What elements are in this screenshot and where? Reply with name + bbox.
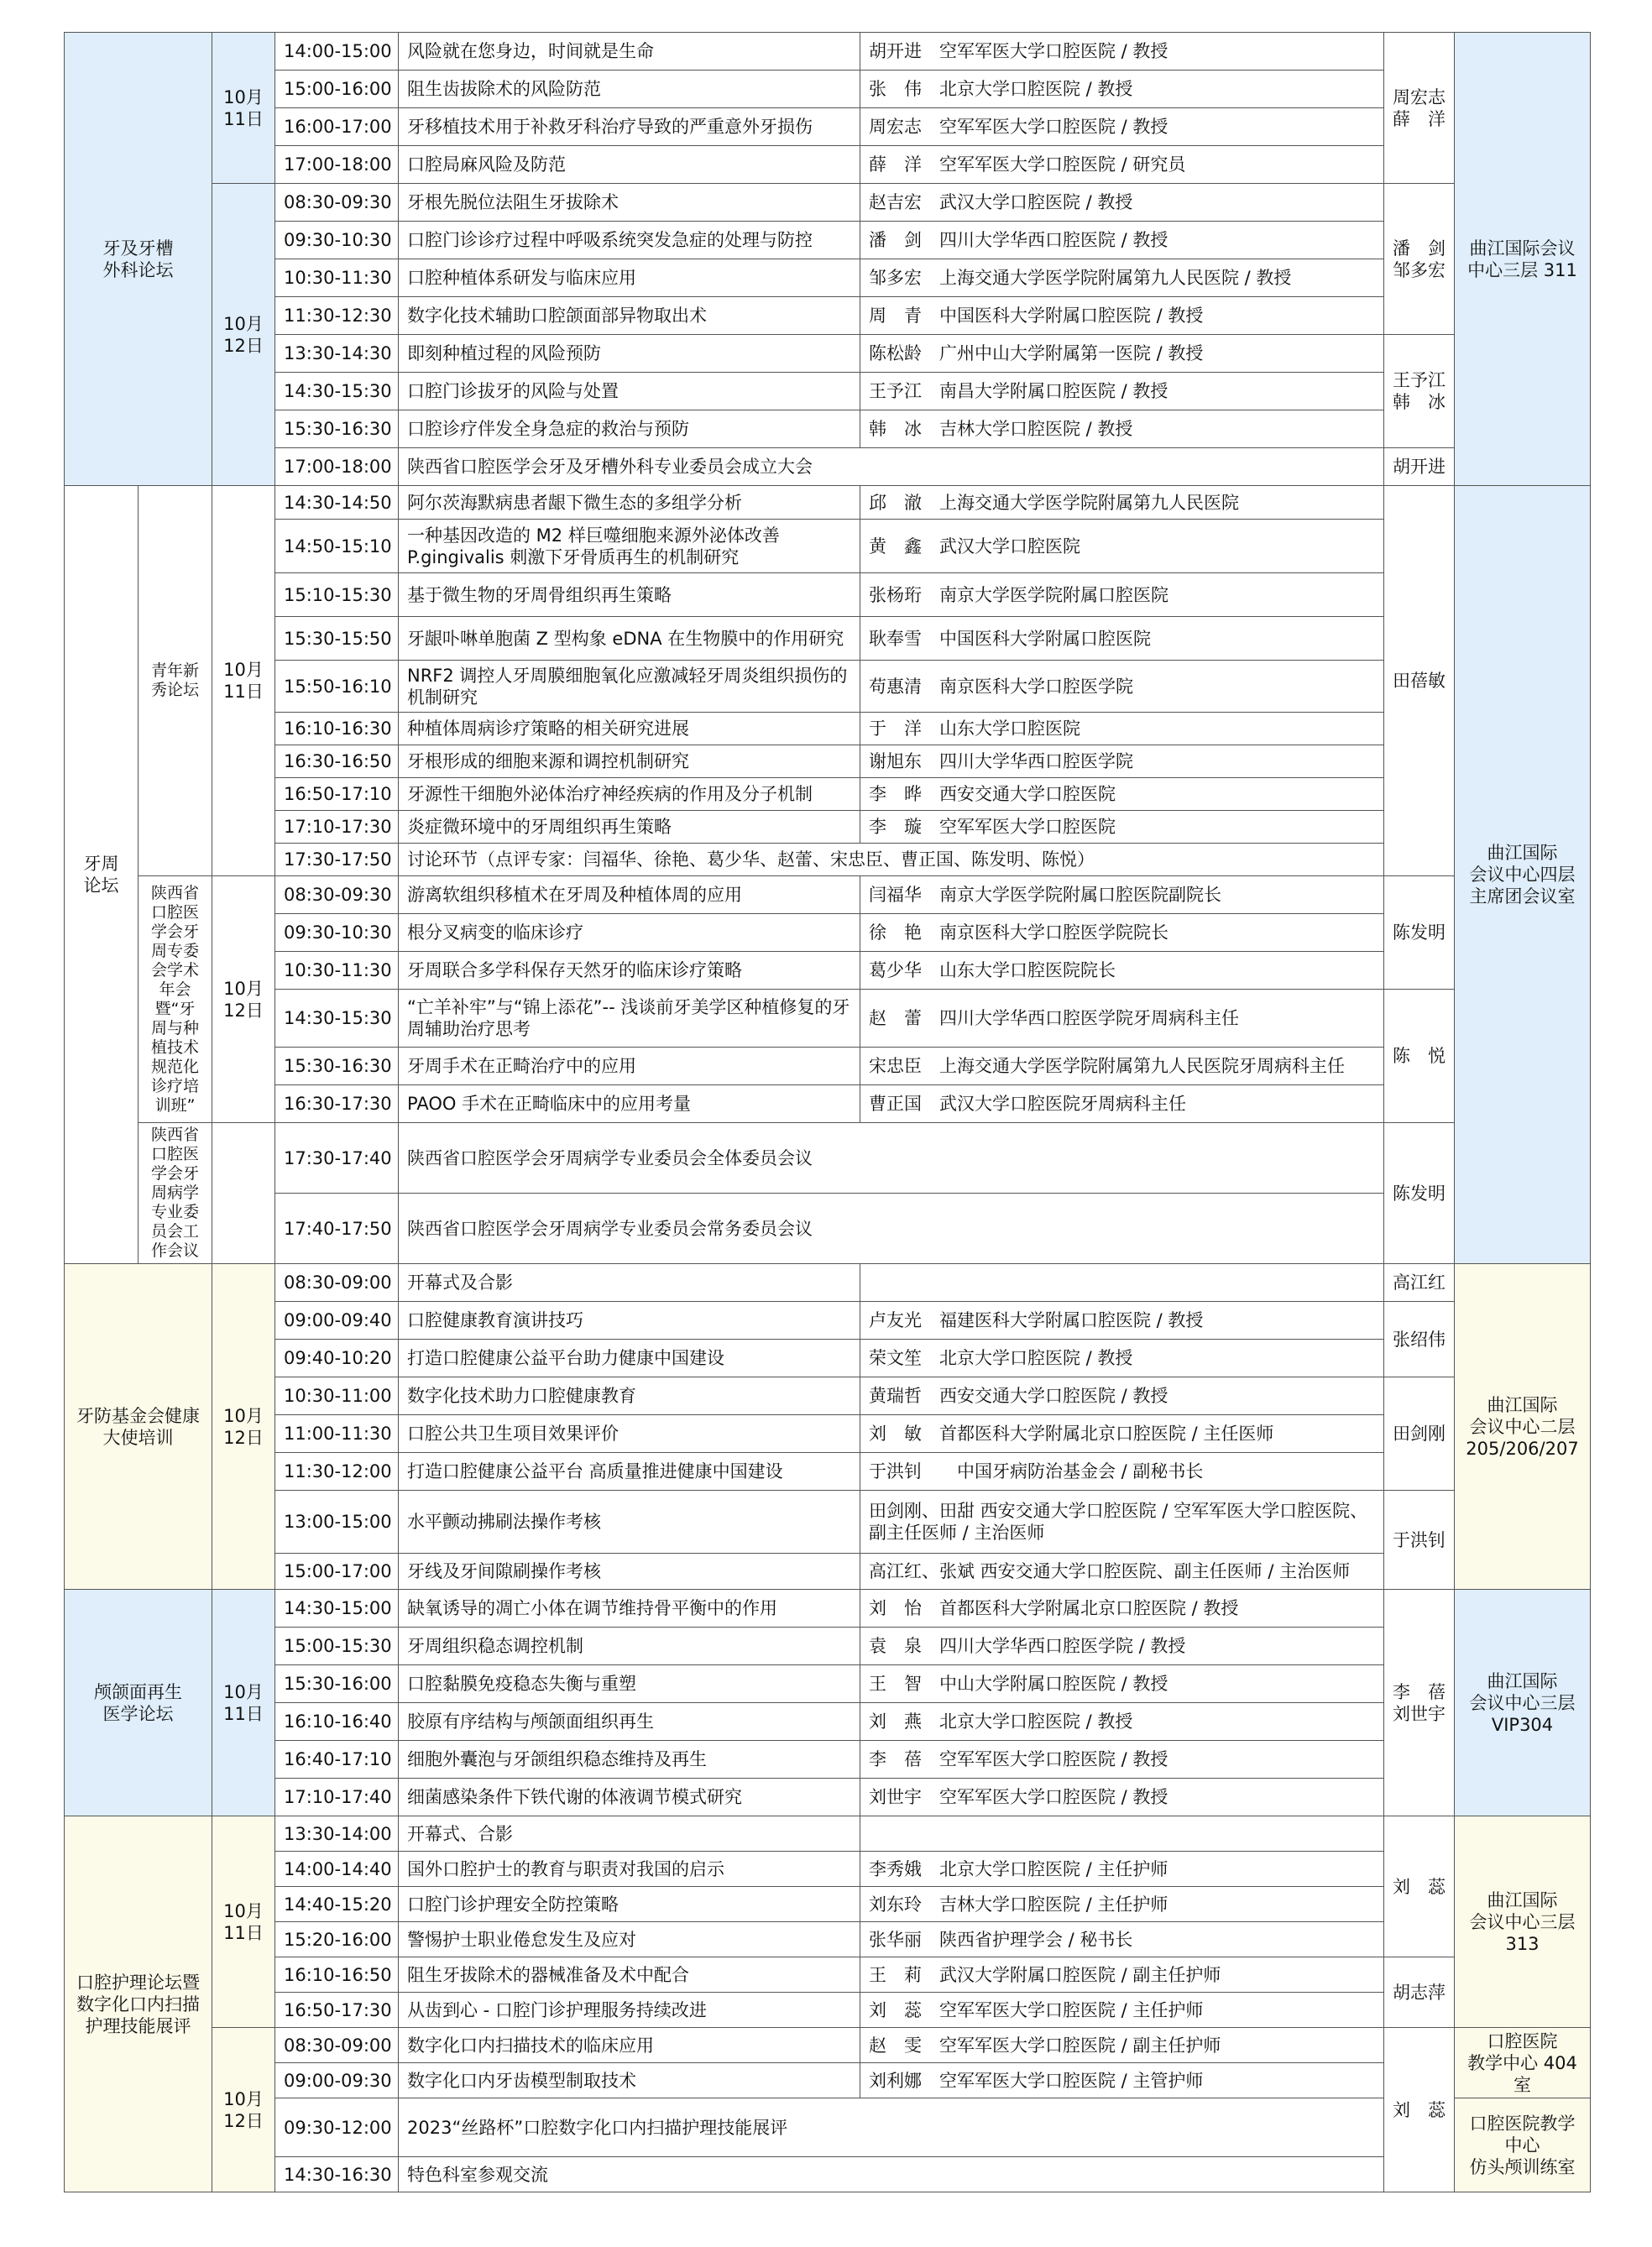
forum-name: 牙防基金会健康 大使培训 xyxy=(65,1264,212,1590)
time-slot: 08:30-09:30 xyxy=(275,876,399,914)
speaker xyxy=(860,1264,1384,1302)
topic: 口腔黏膜免疫稳态失衡与重塑 xyxy=(399,1665,860,1703)
time-slot: 16:10-16:40 xyxy=(275,1703,399,1741)
time-slot: 15:30-16:00 xyxy=(275,1665,399,1703)
topic: 牙周联合多学科保存天然牙的临床诊疗策略 xyxy=(399,952,860,990)
topic: 开幕式及合影 xyxy=(399,1264,860,1302)
time-slot: 14:40-15:20 xyxy=(275,1887,399,1922)
time-slot: 15:30-16:30 xyxy=(275,1048,399,1085)
speaker: 赵 蕾 四川大学华西口腔医学院牙周病科主任 xyxy=(860,990,1384,1048)
moderator: 田剑刚 xyxy=(1384,1377,1455,1491)
time-slot: 15:10-15:30 xyxy=(275,573,399,617)
time-slot: 16:10-16:30 xyxy=(275,713,399,745)
topic: 口腔健康教育演讲技巧 xyxy=(399,1302,860,1340)
speaker: 高江红、张斌 西安交通大学口腔医院、副主任医师 / 主治医师 xyxy=(860,1554,1384,1590)
time-slot: 09:30-10:30 xyxy=(275,914,399,952)
speaker: 苟惠清 南京医科大学口腔医学院 xyxy=(860,661,1384,713)
session-date: 10月 11日 xyxy=(212,33,275,184)
speaker: 谢旭东 四川大学华西口腔医学院 xyxy=(860,745,1384,778)
time-slot: 15:00-16:00 xyxy=(275,71,399,108)
speaker: 刘 蕊 空军军医大学口腔医院 / 主任护师 xyxy=(860,1993,1384,2028)
topic: 数字化技术辅助口腔颌面部异物取出术 xyxy=(399,297,860,335)
moderator: 周宏志 薛 洋 xyxy=(1384,33,1455,184)
topic: 风险就在您身边，时间就是生命 xyxy=(399,33,860,71)
time-slot: 16:10-16:50 xyxy=(275,1957,399,1993)
session-date: 10月 11日 xyxy=(212,1816,275,2028)
topic: 根分叉病变的临床诊疗 xyxy=(399,914,860,952)
speaker: 王 智 中山大学附属口腔医院 / 教授 xyxy=(860,1665,1384,1703)
speaker: 于 洋 山东大学口腔医院 xyxy=(860,713,1384,745)
speaker: 黄瑞哲 西安交通大学口腔医院 / 教授 xyxy=(860,1377,1384,1415)
speaker: 韩 冰 吉林大学口腔医院 / 教授 xyxy=(860,410,1384,448)
speaker: 周 青 中国医科大学附属口腔医院 / 教授 xyxy=(860,297,1384,335)
topic: 阿尔茨海默病患者龈下微生态的多组学分析 xyxy=(399,486,860,520)
topic: 特色科室参观交流 xyxy=(399,2157,1384,2192)
time-slot: 16:00-17:00 xyxy=(275,108,399,146)
moderator: 田蓓敏 xyxy=(1384,486,1455,876)
topic: 游离软组织移植术在牙周及种植体周的应用 xyxy=(399,876,860,914)
topic: 打造口腔健康公益平台 高质量推进健康中国建设 xyxy=(399,1453,860,1491)
venue: 曲江国际 会议中心三层 313 xyxy=(1455,1816,1591,2028)
speaker: 荣文笙 北京大学口腔医院 / 教授 xyxy=(860,1340,1384,1377)
session-date: 10月 12日 xyxy=(212,2028,275,2192)
speaker: 刘 敏 首都医科大学附属北京口腔医院 / 主任医师 xyxy=(860,1415,1384,1453)
speaker: 张 伟 北京大学口腔医院 / 教授 xyxy=(860,71,1384,108)
speaker: 黄 鑫 武汉大学口腔医院 xyxy=(860,520,1384,573)
venue: 口腔医院 教学中心 404 室 xyxy=(1455,2028,1591,2098)
time-slot: 10:30-11:00 xyxy=(275,1377,399,1415)
time-slot: 16:40-17:10 xyxy=(275,1741,399,1779)
speaker: 邹多宏 上海交通大学医学院附属第九人民医院 / 教授 xyxy=(860,259,1384,297)
topic: 口腔诊疗伴发全身急症的救治与预防 xyxy=(399,410,860,448)
topic: NRF2 调控人牙周膜细胞氧化应激减轻牙周炎组织损伤的机制研究 xyxy=(399,661,860,713)
topic: 陕西省口腔医学会牙及牙槽外科专业委员会成立大会 xyxy=(399,448,1384,486)
speaker: 卢友光 福建医科大学附属口腔医院 / 教授 xyxy=(860,1302,1384,1340)
topic: 口腔门诊诊疗过程中呼吸系统突发急症的处理与防控 xyxy=(399,222,860,259)
session-date xyxy=(212,1123,275,1264)
session-date: 10月 12日 xyxy=(212,876,275,1123)
speaker: 赵 雯 空军军医大学口腔医院 / 副主任护师 xyxy=(860,2028,1384,2063)
moderator: 陈发明 xyxy=(1384,1123,1455,1264)
speaker: 刘 燕 北京大学口腔医院 / 教授 xyxy=(860,1703,1384,1741)
speaker: 于洪钊 中国牙病防治基金会 / 副秘书长 xyxy=(860,1453,1384,1491)
speaker: 邱 澈 上海交通大学医学院附属第九人民医院 xyxy=(860,486,1384,520)
topic: 炎症微环境中的牙周组织再生策略 xyxy=(399,811,860,844)
time-slot: 14:30-16:30 xyxy=(275,2157,399,2192)
topic: 牙周组织稳态调控机制 xyxy=(399,1628,860,1665)
time-slot: 16:30-16:50 xyxy=(275,745,399,778)
topic: 陕西省口腔医学会牙周病学专业委员会常务委员会议 xyxy=(399,1194,1384,1264)
time-slot: 17:10-17:30 xyxy=(275,811,399,844)
forum-name: 牙周 论坛 xyxy=(65,486,139,1264)
topic: “亡羊补牢”与“锦上添花”-- 浅谈前牙美学区种植修复的牙周辅助治疗思考 xyxy=(399,990,860,1048)
time-slot: 15:30-16:30 xyxy=(275,410,399,448)
speaker: 刘 怡 首都医科大学附属北京口腔医院 / 教授 xyxy=(860,1590,1384,1628)
time-slot: 17:00-18:00 xyxy=(275,146,399,184)
sub-forum-name: 青年新 秀论坛 xyxy=(139,486,212,876)
moderator: 高江红 xyxy=(1384,1264,1455,1302)
moderator: 王予江 韩 冰 xyxy=(1384,335,1455,448)
time-slot: 15:20-16:00 xyxy=(275,1922,399,1957)
venue: 曲江国际 会议中心三层 VIP304 xyxy=(1455,1590,1591,1816)
topic: 基于微生物的牙周骨组织再生策略 xyxy=(399,573,860,617)
time-slot: 17:30-17:40 xyxy=(275,1123,399,1194)
time-slot: 11:30-12:30 xyxy=(275,297,399,335)
session-date: 10月 11日 xyxy=(212,486,275,876)
time-slot: 14:30-15:30 xyxy=(275,373,399,410)
topic: PAOO 手术在正畸临床中的应用考量 xyxy=(399,1085,860,1123)
time-slot: 17:00-18:00 xyxy=(275,448,399,486)
speaker: 王予江 南昌大学附属口腔医院 / 教授 xyxy=(860,373,1384,410)
time-slot: 10:30-11:30 xyxy=(275,259,399,297)
topic: 口腔门诊护理安全防控策略 xyxy=(399,1887,860,1922)
moderator: 张绍伟 xyxy=(1384,1302,1455,1377)
time-slot: 16:30-17:30 xyxy=(275,1085,399,1123)
topic: 牙根先脱位法阻生牙拔除术 xyxy=(399,184,860,222)
time-slot: 14:50-15:10 xyxy=(275,520,399,573)
topic: 牙线及牙间隙刷操作考核 xyxy=(399,1554,860,1590)
topic: 一种基因改造的 M2 样巨噬细胞来源外泌体改善 P.gingivalis 刺激下牙骨质再生的机制研究 xyxy=(399,520,860,573)
time-slot: 15:50-16:10 xyxy=(275,661,399,713)
topic: 数字化口内牙齿模型制取技术 xyxy=(399,2063,860,2098)
topic: 阻生齿拔除术的风险防范 xyxy=(399,71,860,108)
speaker: 刘利娜 空军军医大学口腔医院 / 主管护师 xyxy=(860,2063,1384,2098)
moderator: 李 蓓 刘世宇 xyxy=(1384,1590,1455,1816)
topic: 阻生牙拔除术的器械准备及术中配合 xyxy=(399,1957,860,1993)
forum-name: 口腔护理论坛暨 数字化口内扫描 护理技能展评 xyxy=(65,1816,212,2192)
topic: 讨论环节（点评专家：闫福华、徐艳、葛少华、赵蕾、宋忠臣、曹正国、陈发明、陈悦） xyxy=(399,844,1384,876)
speaker: 刘世宇 空军军医大学口腔医院 / 教授 xyxy=(860,1779,1384,1816)
time-slot: 13:30-14:30 xyxy=(275,335,399,373)
sub-forum-name: 陕西省 口腔医 学会牙 周专委 会学术 年会 暨“牙 周与种 植技术 规范化 诊疗培 训班” xyxy=(139,876,212,1123)
topic: 口腔种植体系研发与临床应用 xyxy=(399,259,860,297)
time-slot: 14:00-14:40 xyxy=(275,1852,399,1887)
topic: 水平颤动拂刷法操作考核 xyxy=(399,1491,860,1554)
speaker: 陈松龄 广州中山大学附属第一医院 / 教授 xyxy=(860,335,1384,373)
topic: 警惕护士职业倦怠发生及应对 xyxy=(399,1922,860,1957)
schedule-table xyxy=(64,32,1591,2192)
moderator: 陈发明 xyxy=(1384,876,1455,990)
speaker xyxy=(860,1816,1384,1852)
time-slot: 13:30-14:00 xyxy=(275,1816,399,1852)
speaker: 李 晔 西安交通大学口腔医院 xyxy=(860,778,1384,811)
moderator: 胡志萍 xyxy=(1384,1957,1455,2028)
speaker: 曹正国 武汉大学口腔医院牙周病科主任 xyxy=(860,1085,1384,1123)
forum-name: 颅颌面再生 医学论坛 xyxy=(65,1590,212,1816)
moderator: 胡开进 xyxy=(1384,448,1455,486)
speaker: 李 蓓 空军军医大学口腔医院 / 教授 xyxy=(860,1741,1384,1779)
session-date: 10月 12日 xyxy=(212,1264,275,1590)
speaker: 刘东玲 吉林大学口腔医院 / 主任护师 xyxy=(860,1887,1384,1922)
topic: 即刻种植过程的风险预防 xyxy=(399,335,860,373)
time-slot: 09:40-10:20 xyxy=(275,1340,399,1377)
topic: 口腔门诊拔牙的风险与处置 xyxy=(399,373,860,410)
topic: 国外口腔护士的教育与职责对我国的启示 xyxy=(399,1852,860,1887)
sub-forum-name: 陕西省 口腔医 学会牙 周病学 专业委 员会工 作会议 xyxy=(139,1123,212,1264)
topic: 胶原有序结构与颅颌面组织再生 xyxy=(399,1703,860,1741)
topic: 牙根形成的细胞来源和调控机制研究 xyxy=(399,745,860,778)
session-date: 10月 11日 xyxy=(212,1590,275,1816)
time-slot: 16:50-17:10 xyxy=(275,778,399,811)
speaker: 潘 剑 四川大学华西口腔医院 / 教授 xyxy=(860,222,1384,259)
time-slot: 08:30-09:30 xyxy=(275,184,399,222)
topic: 2023“丝路杯”口腔数字化口内扫描护理技能展评 xyxy=(399,2098,1384,2157)
speaker: 赵吉宏 武汉大学口腔医院 / 教授 xyxy=(860,184,1384,222)
moderator: 潘 剑 邹多宏 xyxy=(1384,184,1455,335)
speaker: 葛少华 山东大学口腔医院院长 xyxy=(860,952,1384,990)
time-slot: 14:00-15:00 xyxy=(275,33,399,71)
speaker: 袁 泉 四川大学华西口腔医学院 / 教授 xyxy=(860,1628,1384,1665)
venue: 曲江国际 会议中心二层 205/206/207 xyxy=(1455,1264,1591,1590)
time-slot: 17:10-17:40 xyxy=(275,1779,399,1816)
topic: 口腔局麻风险及防范 xyxy=(399,146,860,184)
speaker: 薛 洋 空军军医大学口腔医院 / 研究员 xyxy=(860,146,1384,184)
time-slot: 08:30-09:00 xyxy=(275,2028,399,2063)
speaker: 李 璇 空军军医大学口腔医院 xyxy=(860,811,1384,844)
topic: 种植体周病诊疗策略的相关研究进展 xyxy=(399,713,860,745)
topic: 牙周手术在正畸治疗中的应用 xyxy=(399,1048,860,1085)
topic: 牙龈卟啉单胞菌 Z 型构象 eDNA 在生物膜中的作用研究 xyxy=(399,617,860,661)
topic: 打造口腔健康公益平台助力健康中国建设 xyxy=(399,1340,860,1377)
topic: 陕西省口腔医学会牙周病学专业委员会全体委员会议 xyxy=(399,1123,1384,1194)
topic: 数字化口内扫描技术的临床应用 xyxy=(399,2028,860,2063)
moderator: 刘 蕊 xyxy=(1384,2028,1455,2192)
speaker: 张杨珩 南京大学医学院附属口腔医院 xyxy=(860,573,1384,617)
speaker: 耿奉雪 中国医科大学附属口腔医院 xyxy=(860,617,1384,661)
time-slot: 15:30-15:50 xyxy=(275,617,399,661)
time-slot: 09:30-10:30 xyxy=(275,222,399,259)
time-slot: 11:00-11:30 xyxy=(275,1415,399,1453)
time-slot: 10:30-11:30 xyxy=(275,952,399,990)
time-slot: 14:30-15:30 xyxy=(275,990,399,1048)
speaker: 徐 艳 南京医科大学口腔医学院院长 xyxy=(860,914,1384,952)
speaker: 李秀娥 北京大学口腔医院 / 主任护师 xyxy=(860,1852,1384,1887)
speaker: 田剑刚、田甜 西安交通大学口腔医院 / 空军军医大学口腔医院、副主任医师 / 主治医师 xyxy=(860,1491,1384,1554)
topic: 从齿到心 - 口腔门诊护理服务持续改进 xyxy=(399,1993,860,2028)
venue: 曲江国际 会议中心四层 主席团会议室 xyxy=(1455,486,1591,1264)
time-slot: 15:00-15:30 xyxy=(275,1628,399,1665)
venue: 曲江国际会议 中心三层 311 xyxy=(1455,33,1591,486)
time-slot: 14:30-14:50 xyxy=(275,486,399,520)
time-slot: 13:00-15:00 xyxy=(275,1491,399,1554)
speaker: 周宏志 空军军医大学口腔医院 / 教授 xyxy=(860,108,1384,146)
time-slot: 09:30-12:00 xyxy=(275,2098,399,2157)
topic: 开幕式、合影 xyxy=(399,1816,860,1852)
moderator: 刘 蕊 xyxy=(1384,1816,1455,1957)
time-slot: 08:30-09:00 xyxy=(275,1264,399,1302)
speaker: 胡开进 空军军医大学口腔医院 / 教授 xyxy=(860,33,1384,71)
topic: 细胞外囊泡与牙颌组织稳态维持及再生 xyxy=(399,1741,860,1779)
speaker: 宋忠臣 上海交通大学医学院附属第九人民医院牙周病科主任 xyxy=(860,1048,1384,1085)
speaker: 张华丽 陕西省护理学会 / 秘书长 xyxy=(860,1922,1384,1957)
speaker: 王 莉 武汉大学附属口腔医院 / 副主任护师 xyxy=(860,1957,1384,1993)
topic: 细菌感染条件下铁代谢的体液调节模式研究 xyxy=(399,1779,860,1816)
topic: 口腔公共卫生项目效果评价 xyxy=(399,1415,860,1453)
topic: 牙源性干细胞外泌体治疗神经疾病的作用及分子机制 xyxy=(399,778,860,811)
time-slot: 09:00-09:40 xyxy=(275,1302,399,1340)
topic: 缺氧诱导的凋亡小体在调节维持骨平衡中的作用 xyxy=(399,1590,860,1628)
time-slot: 09:00-09:30 xyxy=(275,2063,399,2098)
time-slot: 17:30-17:50 xyxy=(275,844,399,876)
session-date: 10月 12日 xyxy=(212,184,275,486)
forum-name: 牙及牙槽 外科论坛 xyxy=(65,33,212,486)
time-slot: 14:30-15:00 xyxy=(275,1590,399,1628)
topic: 数字化技术助力口腔健康教育 xyxy=(399,1377,860,1415)
moderator: 于洪钊 xyxy=(1384,1491,1455,1590)
time-slot: 17:40-17:50 xyxy=(275,1194,399,1264)
moderator: 陈 悦 xyxy=(1384,990,1455,1123)
speaker: 闫福华 南京大学医学院附属口腔医院副院长 xyxy=(860,876,1384,914)
venue: 口腔医院教学中心 仿头颅训练室 xyxy=(1455,2098,1591,2192)
topic: 牙移植技术用于补救牙科治疗导致的严重意外牙损伤 xyxy=(399,108,860,146)
time-slot: 15:00-17:00 xyxy=(275,1554,399,1590)
time-slot: 11:30-12:00 xyxy=(275,1453,399,1491)
time-slot: 16:50-17:30 xyxy=(275,1993,399,2028)
